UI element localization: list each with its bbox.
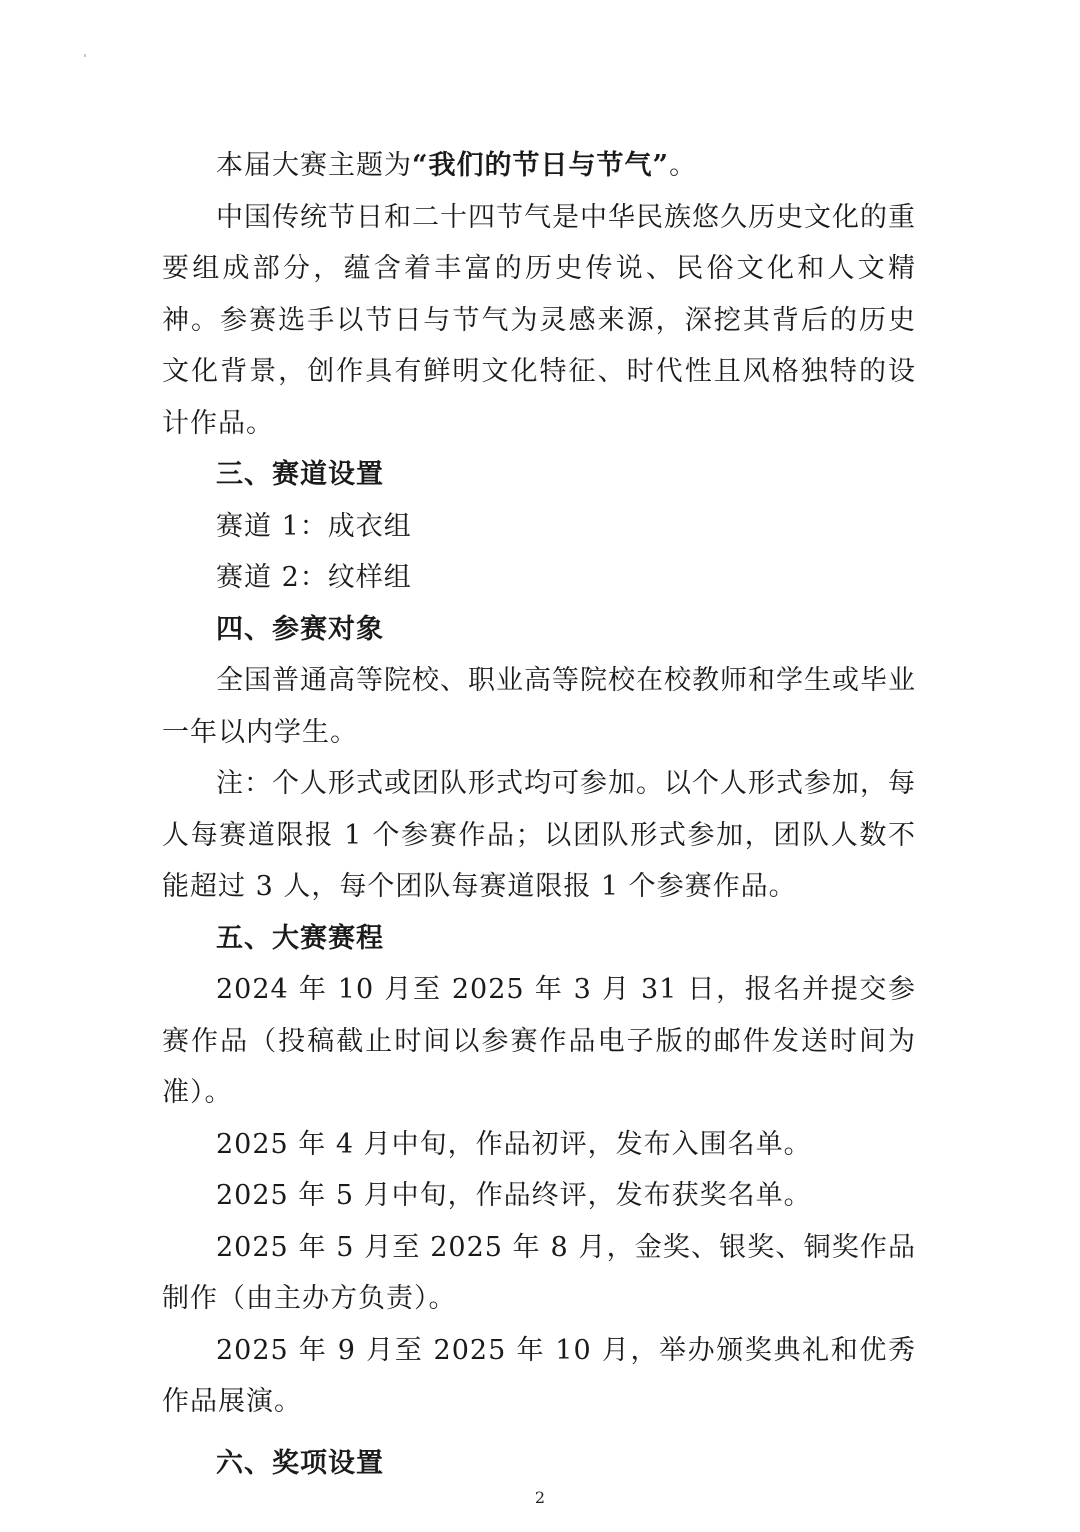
section-heading-participants: 四、参赛对象: [216, 613, 384, 645]
theme-prefix: 本届大赛主题为: [216, 150, 412, 181]
participants-note: 注：个人形式或团队形式均可参加。以个人形式参加，每人每赛道限报 1 个参赛作品；以团队形式参加，团队人数不能超过 3 人，每个团队每赛道限报 1 个参赛作品。: [162, 768, 916, 902]
track-item: 赛道 1：成衣组: [216, 510, 412, 542]
theme-title: “我们的节日与节气”: [412, 150, 670, 181]
page-number: 2: [534, 1488, 546, 1507]
schedule-item: 2025 年 5 月至 2025 年 8 月，金奖、银奖、铜奖作品制作（由主办方负责）。: [162, 1231, 916, 1314]
intro-paragraph: 中国传统节日和二十四节气是中华民族悠久历史文化的重要组成部分，蕴含着丰富的历史传说、民俗文化和人文精神。参赛选手以节日与节气为灵感来源，深挖其背后的历史文化背景，创作具有鲜明文化特征、时代性且风格独特的设计作品。: [162, 201, 916, 439]
section-heading-awards: 六、奖项设置: [216, 1447, 384, 1479]
schedule-item: 2025 年 5 月中旬，作品终评，发布获奖名单。: [216, 1180, 812, 1211]
schedule-item: 2025 年 4 月中旬，作品初评，发布入围名单。: [216, 1128, 812, 1160]
track-item: 赛道 2：纹样组: [216, 562, 412, 593]
schedule-item: 2025 年 9 月至 2025 年 10 月，举办颁奖典礼和优秀作品展演。: [162, 1334, 916, 1417]
scan-speck: [84, 54, 86, 57]
schedule-item: 2024 年 10 月至 2025 年 3 月 31 日，报名并提交参赛作品（投稿截止时间以参赛作品电子版的邮件发送时间为准）。: [162, 974, 916, 1108]
section-heading-schedule: 五、大赛赛程: [216, 922, 384, 954]
theme-paragraph: [162, 140, 916, 192]
participants-paragraph: 全国普通高等院校、职业高等院校在校教师和学生或毕业一年以内学生。: [162, 665, 916, 748]
section-heading-tracks: 三、赛道设置: [216, 459, 384, 490]
document-body: [162, 140, 916, 1489]
theme-suffix: 。: [669, 150, 698, 181]
